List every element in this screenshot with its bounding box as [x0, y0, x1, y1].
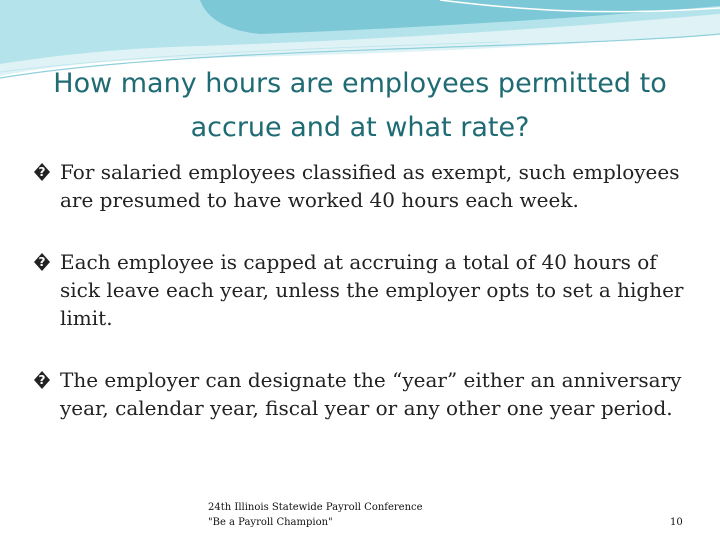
svg-text:?: ?: [38, 373, 46, 387]
slide-title: How many hours are employees permitted to accrue and at what rate?: [53, 68, 667, 143]
replacement-character-icon: [32, 369, 52, 391]
bullet-list: [32, 158, 702, 456]
bullet-item: [32, 366, 702, 422]
bullet-text: For salaried employees classified as exempt, such employees are presumed to have worked 40 hours each week.: [60, 160, 680, 212]
svg-text:?: ?: [38, 165, 46, 179]
replacement-character-icon: [32, 251, 52, 273]
page-number: 10: [670, 517, 683, 528]
footer-conference-name: 24th Illinois Statewide Payroll Conference: [208, 502, 423, 513]
bullet-item: [32, 158, 702, 214]
replacement-character-icon: [32, 161, 52, 183]
footer-conference: [208, 500, 423, 530]
footer-conference-tagline: "Be a Payroll Champion": [208, 517, 333, 528]
svg-text:?: ?: [38, 255, 46, 269]
bullet-text: The employer can designate the “year” either an anniversary year, calendar year, fiscal year or any other one year period.: [60, 368, 682, 420]
bullet-item: [32, 248, 702, 332]
bullet-text: Each employee is capped at accruing a total of 40 hours of sick leave each year, unless the employer opts to set a higher limit.: [60, 250, 684, 330]
